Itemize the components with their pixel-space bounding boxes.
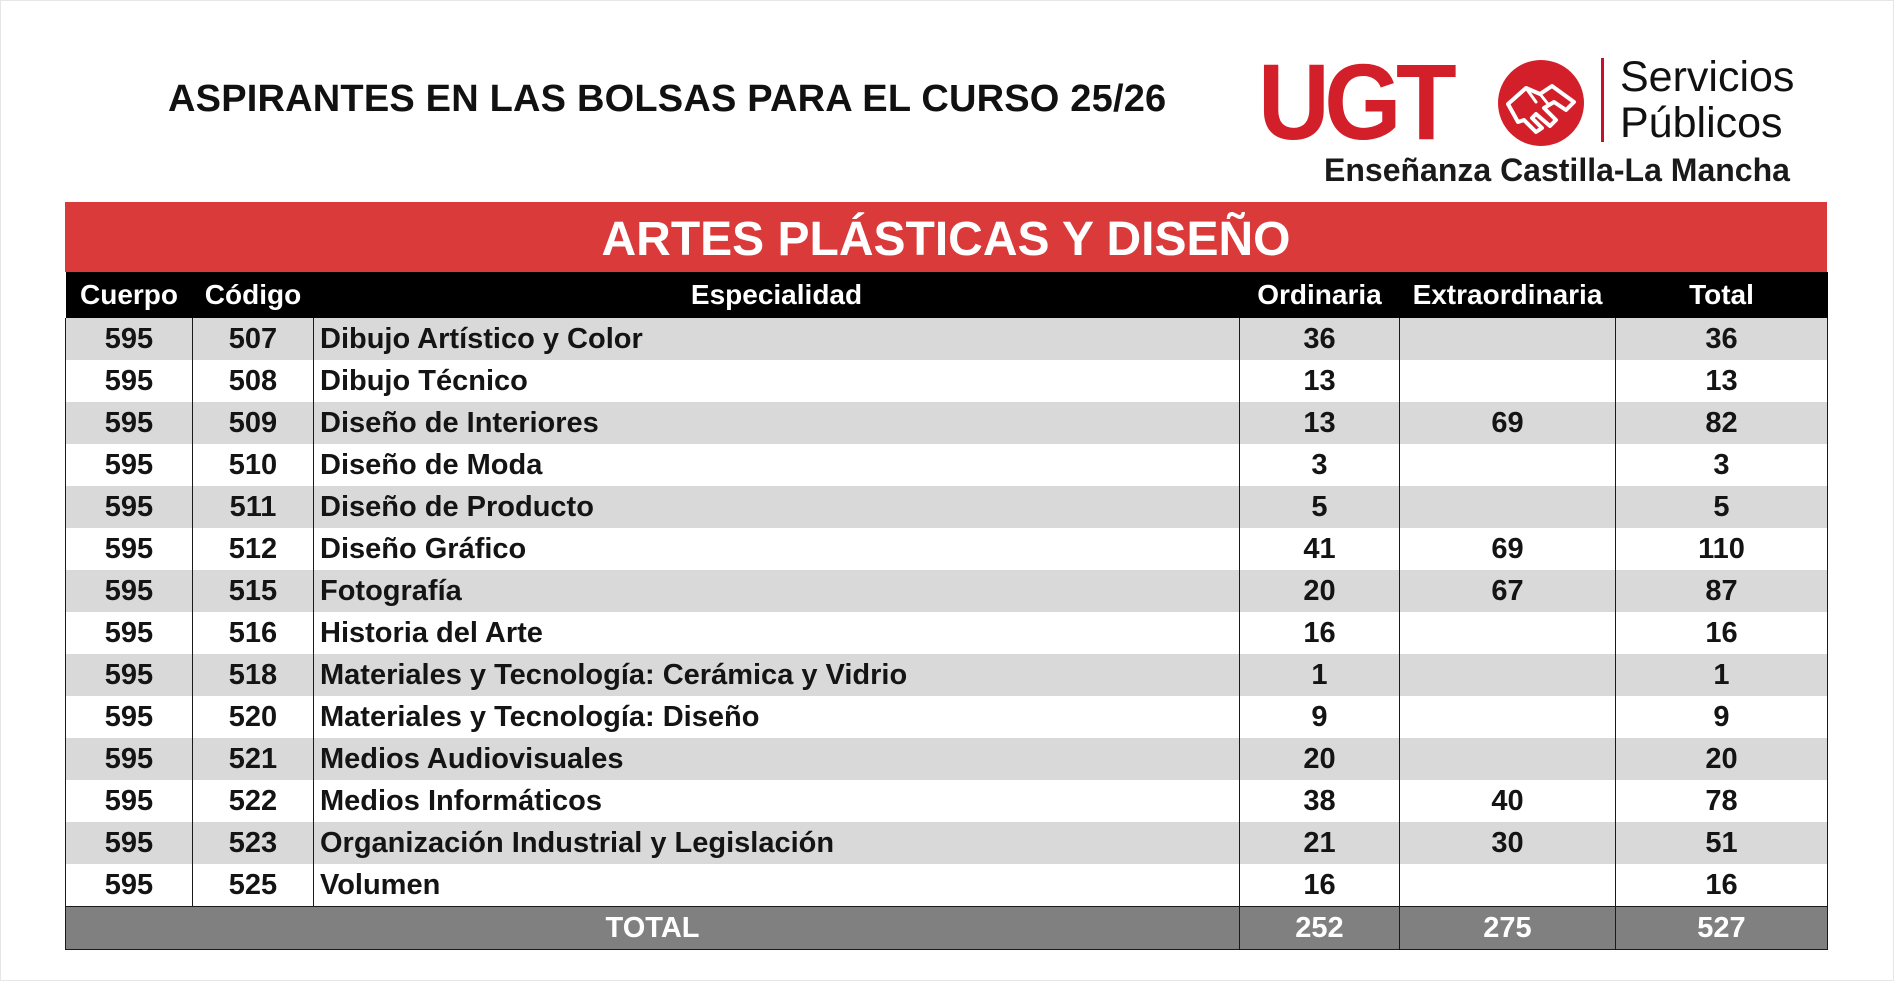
cell-ordinaria: 5 [1240,486,1400,528]
cell-total: 78 [1616,780,1828,822]
table-row [66,444,1828,486]
cell-especialidad: Diseño de Producto [314,486,1240,528]
cell-total: 110 [1616,528,1828,570]
cell-ordinaria: 3 [1240,444,1400,486]
cell-especialidad: Diseño de Moda [314,444,1240,486]
table-row [66,318,1828,360]
cell-especialidad: Historia del Arte [314,612,1240,654]
table-row [66,822,1828,864]
cell-especialidad: Medios Informáticos [314,780,1240,822]
cell-ordinaria: 20 [1240,570,1400,612]
cell-cuerpo: 595 [66,570,193,612]
table-banner: ARTES PLÁSTICAS Y DISEÑO [65,202,1827,272]
cell-cuerpo: 595 [66,864,193,907]
table-row [66,612,1828,654]
cell-ordinaria: 13 [1240,360,1400,402]
logo-line1: Servicios [1620,53,1795,101]
table-total-row [66,907,1828,950]
total-ordinaria: 252 [1240,907,1400,950]
table-row [66,696,1828,738]
cell-codigo: 518 [193,654,314,696]
cell-extraordinaria [1400,318,1616,360]
cell-total: 82 [1616,402,1828,444]
table-row [66,654,1828,696]
cell-ordinaria: 9 [1240,696,1400,738]
cell-ordinaria: 21 [1240,822,1400,864]
cell-especialidad: Dibujo Artístico y Color [314,318,1240,360]
total-extraordinaria: 275 [1400,907,1616,950]
cell-cuerpo: 595 [66,318,193,360]
table-row [66,864,1828,907]
header-codigo: Código [193,272,314,318]
cell-codigo: 512 [193,528,314,570]
cell-cuerpo: 595 [66,528,193,570]
cell-codigo: 521 [193,738,314,780]
cell-codigo: 510 [193,444,314,486]
cell-extraordinaria: 67 [1400,570,1616,612]
cell-extraordinaria [1400,360,1616,402]
cell-extraordinaria [1400,612,1616,654]
logo-divider [1601,58,1604,142]
total-total: 527 [1616,907,1828,950]
cell-total: 16 [1616,864,1828,907]
cell-especialidad: Dibujo Técnico [314,360,1240,402]
header-total: Total [1616,272,1828,318]
cell-cuerpo: 595 [66,738,193,780]
table-body [66,318,1828,907]
cell-ordinaria: 1 [1240,654,1400,696]
cell-ordinaria: 16 [1240,612,1400,654]
cell-extraordinaria: 30 [1400,822,1616,864]
cell-extraordinaria [1400,486,1616,528]
cell-cuerpo: 595 [66,486,193,528]
header-extraordinaria: Extraordinaria [1400,272,1616,318]
table-row [66,780,1828,822]
cell-extraordinaria: 69 [1400,528,1616,570]
cell-especialidad: Volumen [314,864,1240,907]
cell-especialidad: Diseño Gráfico [314,528,1240,570]
cell-codigo: 511 [193,486,314,528]
header-ordinaria: Ordinaria [1240,272,1400,318]
cell-cuerpo: 595 [66,822,193,864]
cell-codigo: 520 [193,696,314,738]
cell-codigo: 515 [193,570,314,612]
cell-cuerpo: 595 [66,696,193,738]
cell-total: 1 [1616,654,1828,696]
table-row [66,570,1828,612]
cell-total: 3 [1616,444,1828,486]
header-especialidad: Especialidad [314,272,1240,318]
cell-especialidad: Medios Audiovisuales [314,738,1240,780]
cell-cuerpo: 595 [66,780,193,822]
logo-servicios-publicos [1620,54,1794,146]
logo-subtitle: Enseñanza Castilla-La Mancha [1324,152,1790,188]
table-row [66,402,1828,444]
cell-codigo: 507 [193,318,314,360]
cell-total: 5 [1616,486,1828,528]
table-header-row [66,272,1828,318]
logo-brand: UGT [1258,41,1452,162]
cell-codigo: 516 [193,612,314,654]
cell-extraordinaria [1400,654,1616,696]
cell-ordinaria: 20 [1240,738,1400,780]
cell-codigo: 523 [193,822,314,864]
cell-cuerpo: 595 [66,612,193,654]
cell-especialidad: Organización Industrial y Legislación [314,822,1240,864]
table-row [66,360,1828,402]
table-row [66,486,1828,528]
cell-codigo: 522 [193,780,314,822]
cell-cuerpo: 595 [66,360,193,402]
cell-extraordinaria [1400,444,1616,486]
cell-ordinaria: 38 [1240,780,1400,822]
cell-ordinaria: 13 [1240,402,1400,444]
cell-total: 51 [1616,822,1828,864]
cell-total: 16 [1616,612,1828,654]
cell-total: 87 [1616,570,1828,612]
page-title: ASPIRANTES EN LAS BOLSAS PARA EL CURSO 25/26 [168,78,1167,120]
cell-especialidad: Diseño de Interiores [314,402,1240,444]
logo-line2: Públicos [1620,99,1783,147]
cell-extraordinaria: 69 [1400,402,1616,444]
cell-ordinaria: 41 [1240,528,1400,570]
cell-cuerpo: 595 [66,654,193,696]
cell-especialidad: Materiales y Tecnología: Diseño [314,696,1240,738]
handshake-icon [1496,58,1586,148]
cell-extraordinaria [1400,864,1616,907]
cell-especialidad: Materiales y Tecnología: Cerámica y Vidrio [314,654,1240,696]
cell-total: 13 [1616,360,1828,402]
cell-especialidad: Fotografía [314,570,1240,612]
cell-codigo: 525 [193,864,314,907]
ugt-logo [1258,41,1818,192]
header-cuerpo: Cuerpo [66,272,193,318]
cell-cuerpo: 595 [66,402,193,444]
cell-extraordinaria [1400,696,1616,738]
aspirantes-table [65,272,1828,950]
table-row [66,738,1828,780]
cell-ordinaria: 36 [1240,318,1400,360]
table-row [66,528,1828,570]
cell-total: 9 [1616,696,1828,738]
cell-total: 36 [1616,318,1828,360]
cell-codigo: 508 [193,360,314,402]
total-label: TOTAL [66,907,1240,950]
cell-total: 20 [1616,738,1828,780]
cell-codigo: 509 [193,402,314,444]
cell-cuerpo: 595 [66,444,193,486]
cell-extraordinaria [1400,738,1616,780]
cell-ordinaria: 16 [1240,864,1400,907]
cell-extraordinaria: 40 [1400,780,1616,822]
